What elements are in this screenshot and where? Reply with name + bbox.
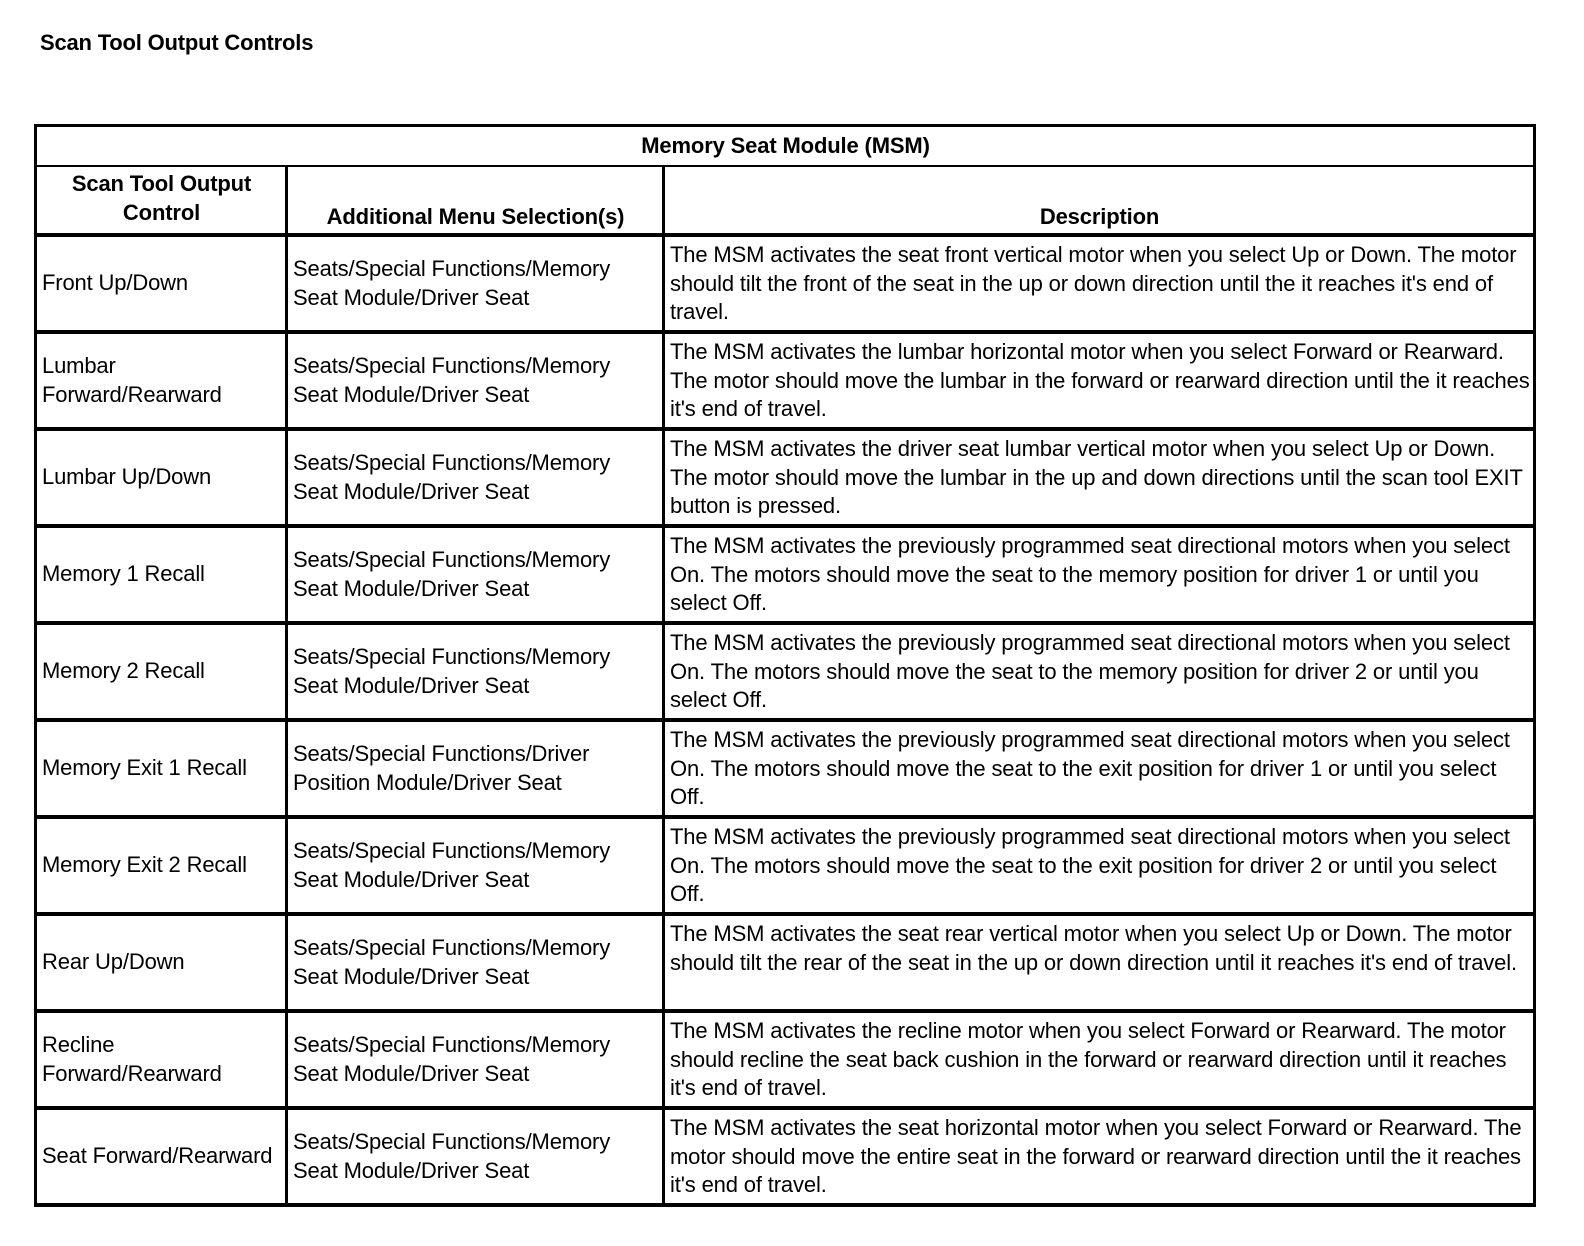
menu-cell: Seats/Special Functions/Driver Position Module/Driver Seat — [287, 720, 664, 817]
description-cell: The MSM activates the previously programmed seat directional motors when you select On. The motors should move the seat to the exit position for driver 2 or until you select Off. — [664, 817, 1535, 914]
menu-cell: Seats/Special Functions/Memory Seat Module/Driver Seat — [287, 914, 664, 1011]
control-cell: Lumbar Forward/Rearward — [36, 332, 287, 429]
table-row — [36, 526, 1535, 623]
table-row — [36, 623, 1535, 720]
scan-tool-output-controls-table — [34, 124, 1536, 1207]
menu-cell: Seats/Special Functions/Memory Seat Module/Driver Seat — [287, 235, 664, 332]
description-cell: The MSM activates the seat front vertical motor when you select Up or Down. The motor should tilt the front of the seat in the up or down direction until the it reaches it's end of travel. — [664, 235, 1535, 332]
control-cell: Memory Exit 2 Recall — [36, 817, 287, 914]
table-caption-row — [36, 126, 1535, 167]
menu-cell: Seats/Special Functions/Memory Seat Module/Driver Seat — [287, 332, 664, 429]
table-row — [36, 1108, 1535, 1205]
control-cell: Memory 2 Recall — [36, 623, 287, 720]
table-row — [36, 720, 1535, 817]
control-cell: Memory Exit 1 Recall — [36, 720, 287, 817]
menu-cell: Seats/Special Functions/Memory Seat Module/Driver Seat — [287, 1108, 664, 1205]
page-title: Scan Tool Output Controls — [40, 30, 314, 55]
menu-cell: Seats/Special Functions/Memory Seat Module/Driver Seat — [287, 526, 664, 623]
table-row — [36, 914, 1535, 1011]
control-cell: Lumbar Up/Down — [36, 429, 287, 526]
description-cell: The MSM activates the seat rear vertical motor when you select Up or Down. The motor should tilt the rear of the seat in the up or down direction until it reaches it's end of travel. — [664, 914, 1535, 1011]
menu-cell: Seats/Special Functions/Memory Seat Module/Driver Seat — [287, 429, 664, 526]
table-row — [36, 817, 1535, 914]
menu-cell: Seats/Special Functions/Memory Seat Module/Driver Seat — [287, 623, 664, 720]
description-cell: The MSM activates the lumbar horizontal motor when you select Forward or Rearward. The motor should move the lumbar in the forward or rearward direction until the it reaches it's end of travel. — [664, 332, 1535, 429]
table-row — [36, 1011, 1535, 1108]
description-cell: The MSM activates the recline motor when you select Forward or Rearward. The motor should recline the seat back cushion in the forward or rearward direction until it reaches it's end of travel. — [664, 1011, 1535, 1108]
table-row — [36, 235, 1535, 332]
menu-cell: Seats/Special Functions/Memory Seat Module/Driver Seat — [287, 1011, 664, 1108]
column-header-control: Scan Tool Output Control — [36, 166, 287, 235]
description-cell: The MSM activates the previously programmed seat directional motors when you select On. The motors should move the seat to the memory position for driver 2 or until you select Off. — [664, 623, 1535, 720]
table-caption: Memory Seat Module (MSM) — [36, 126, 1535, 167]
description-cell: The MSM activates the previously programmed seat directional motors when you select On. The motors should move the seat to the memory position for driver 1 or until you select Off. — [664, 526, 1535, 623]
control-cell: Memory 1 Recall — [36, 526, 287, 623]
control-cell: Seat Forward/Rearward — [36, 1108, 287, 1205]
control-cell: Recline Forward/Rearward — [36, 1011, 287, 1108]
menu-cell: Seats/Special Functions/Memory Seat Module/Driver Seat — [287, 817, 664, 914]
table-row — [36, 429, 1535, 526]
description-cell: The MSM activates the seat horizontal motor when you select Forward or Rearward. The motor should move the entire seat in the forward or rearward direction until the it reaches it's end of travel. — [664, 1108, 1535, 1205]
control-cell: Rear Up/Down — [36, 914, 287, 1011]
table-row — [36, 332, 1535, 429]
column-header-menu-selections: Additional Menu Selection(s) — [287, 166, 664, 235]
control-cell: Front Up/Down — [36, 235, 287, 332]
description-cell: The MSM activates the driver seat lumbar vertical motor when you select Up or Down. The motor should move the lumbar in the up and down directions until the scan tool EXIT button is pressed. — [664, 429, 1535, 526]
column-header-row — [36, 166, 1535, 235]
column-header-description: Description — [664, 166, 1535, 235]
description-cell: The MSM activates the previously programmed seat directional motors when you select On. The motors should move the seat to the exit position for driver 1 or until you select Off. — [664, 720, 1535, 817]
